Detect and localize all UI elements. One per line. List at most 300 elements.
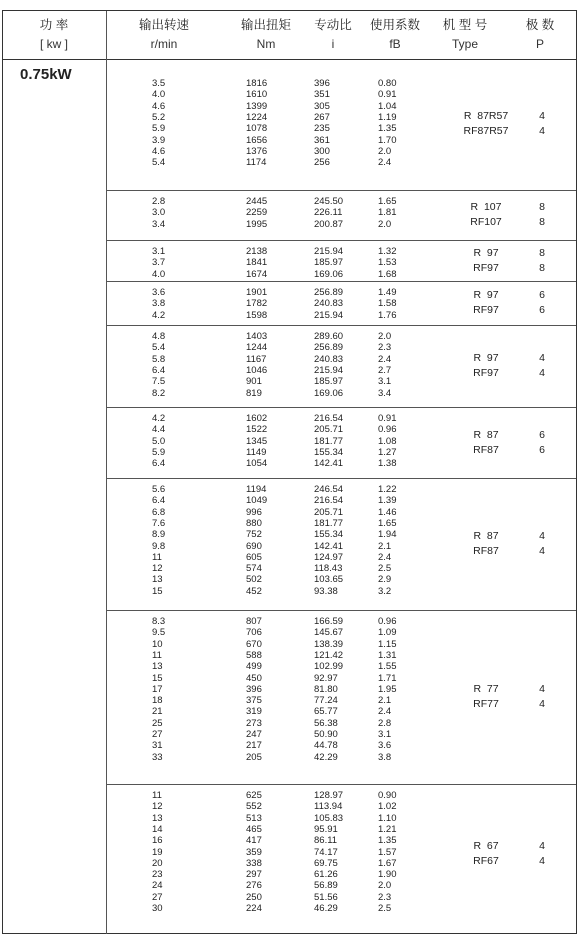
speed-cell: 4.8 <box>152 331 166 342</box>
service-factor-cell: 1.39 <box>378 495 397 507</box>
service-factor-cell: 1.15 <box>378 638 397 650</box>
table-row <box>106 661 576 673</box>
header-divider <box>106 11 107 59</box>
ratio-cell: 69.75 <box>314 857 338 869</box>
torque-cell: 1610 <box>246 89 268 101</box>
service-factor-cell: 1.22 <box>378 484 397 495</box>
speed-cell: 3.0 <box>152 207 166 219</box>
speed-cell: 11 <box>152 649 162 661</box>
group-separator <box>106 240 576 241</box>
torque-cell: 1598 <box>246 309 268 321</box>
header-ratio-label: 专动比 <box>314 18 352 32</box>
torque-cell: 2259 <box>246 207 268 219</box>
service-factor-cell: 2.4 <box>378 157 392 169</box>
header-power-label: 功 率 <box>39 18 69 32</box>
torque-cell: 1674 <box>246 268 268 280</box>
model-type-label: RF67 <box>473 854 499 867</box>
service-factor-cell: 1.95 <box>378 683 397 695</box>
poles-value: 4 <box>539 110 545 122</box>
service-factor-cell: 1.57 <box>378 846 397 858</box>
ratio-cell: 181.77 <box>314 517 344 529</box>
torque-cell: 224 <box>246 903 262 914</box>
speed-cell: 13 <box>152 812 163 824</box>
service-factor-cell: 3.8 <box>378 751 392 763</box>
speed-cell: 33 <box>152 751 163 763</box>
service-factor-cell: 1.46 <box>378 506 397 518</box>
speed-cell: 4.2 <box>152 309 166 321</box>
speed-cell: 5.8 <box>152 353 166 365</box>
service-factor-cell: 2.8 <box>378 717 392 729</box>
ratio-cell: 240.83 <box>314 353 344 365</box>
model-type-label: R 77 <box>473 683 499 695</box>
speed-cell: 7.5 <box>152 376 166 388</box>
torque-cell: 375 <box>246 695 262 707</box>
ratio-cell: 205.71 <box>314 424 344 436</box>
model-type-label: RF107 <box>470 216 502 228</box>
table-right-border <box>576 10 577 934</box>
speed-cell: 3.4 <box>152 218 166 230</box>
torque-cell: 588 <box>246 649 262 661</box>
service-factor-cell: 0.80 <box>378 78 397 89</box>
service-factor-cell: 1.94 <box>378 529 397 541</box>
poles-value: 4 <box>539 352 545 364</box>
torque-cell: 1078 <box>246 123 268 135</box>
ratio-cell: 256 <box>314 157 330 169</box>
ratio-cell: 185.97 <box>314 257 344 269</box>
service-factor-cell: 2.0 <box>378 880 392 892</box>
table-row <box>106 824 576 836</box>
table-row <box>106 903 576 915</box>
torque-cell: 513 <box>246 812 262 824</box>
ratio-cell: 93.38 <box>314 585 338 597</box>
torque-cell: 1399 <box>246 100 268 112</box>
service-factor-cell: 1.35 <box>378 123 397 135</box>
torque-cell: 450 <box>246 672 262 684</box>
header-type-label: 机 型 号 <box>442 18 488 32</box>
service-factor-cell: 1.09 <box>378 627 397 639</box>
speed-cell: 8.2 <box>152 387 166 399</box>
speed-cell: 4.0 <box>152 89 166 101</box>
speed-cell: 11 <box>152 790 162 801</box>
service-factor-cell: 1.27 <box>378 446 397 458</box>
ratio-cell: 118.43 <box>314 563 343 575</box>
table-row <box>106 801 576 813</box>
poles-value: 4 <box>539 854 545 867</box>
header-torque-unit: Nm <box>256 37 276 51</box>
service-factor-cell: 1.76 <box>378 309 397 321</box>
speed-cell: 21 <box>152 706 163 718</box>
header-type-unit: Type <box>451 37 478 51</box>
torque-cell: 1054 <box>246 458 268 470</box>
table-row <box>106 892 576 904</box>
speed-cell: 27 <box>152 729 163 740</box>
poles-value: 6 <box>539 443 545 456</box>
ratio-cell: 169.06 <box>314 268 344 280</box>
torque-cell: 465 <box>246 823 262 835</box>
torque-cell: 1995 <box>246 218 268 230</box>
ratio-cell: 81.80 <box>314 683 338 695</box>
ratio-cell: 105.83 <box>314 812 344 824</box>
speed-cell: 2.8 <box>152 196 166 207</box>
table-row <box>106 869 576 881</box>
poles-value: 4 <box>539 545 545 557</box>
speed-cell: 12 <box>152 563 163 575</box>
torque-cell: 2445 <box>246 196 268 207</box>
speed-cell: 30 <box>152 903 163 914</box>
header-poles-unit: P <box>535 37 544 51</box>
header-ratio-unit: i <box>331 37 335 51</box>
ratio-cell: 77.24 <box>314 695 338 707</box>
torque-cell: 1244 <box>246 342 268 354</box>
torque-cell: 690 <box>246 540 262 552</box>
header-type <box>420 16 510 54</box>
torque-cell: 250 <box>246 891 262 903</box>
speed-cell: 3.9 <box>152 134 166 146</box>
service-factor-cell: 2.9 <box>378 574 392 586</box>
torque-cell: 996 <box>246 506 262 518</box>
ratio-cell: 235 <box>314 123 330 135</box>
service-factor-cell: 1.08 <box>378 435 397 447</box>
speed-cell: 8.9 <box>152 529 166 541</box>
table-row <box>106 616 576 628</box>
header-speed-label: 输出转速 <box>138 18 189 32</box>
table-row <box>106 627 576 639</box>
service-factor-cell: 2.3 <box>378 891 392 903</box>
speed-cell: 3.6 <box>152 287 166 298</box>
poles-value: 4 <box>539 125 545 137</box>
service-factor-cell: 2.1 <box>378 540 392 552</box>
speed-cell: 23 <box>152 869 163 881</box>
service-factor-cell: 2.5 <box>378 563 392 575</box>
speed-cell: 4.0 <box>152 268 166 280</box>
torque-cell: 1841 <box>246 257 268 269</box>
torque-cell: 499 <box>246 661 262 673</box>
service-factor-cell: 2.5 <box>378 903 392 914</box>
speed-cell: 5.0 <box>152 435 166 447</box>
speed-cell: 18 <box>152 695 163 707</box>
table-row <box>106 813 576 825</box>
ratio-cell: 142.41 <box>314 540 344 552</box>
service-factor-cell: 1.90 <box>378 869 397 881</box>
service-factor-cell: 2.4 <box>378 551 392 563</box>
torque-cell: 1345 <box>246 435 268 447</box>
torque-cell: 502 <box>246 574 262 586</box>
torque-cell: 452 <box>246 585 262 597</box>
torque-cell: 901 <box>246 376 262 388</box>
speed-cell: 6.4 <box>152 364 166 376</box>
speed-cell: 3.8 <box>152 298 166 310</box>
ratio-cell: 56.89 <box>314 880 338 892</box>
poles-value: 8 <box>539 201 545 213</box>
poles-value: 6 <box>539 304 545 316</box>
model-type-label: RF87 <box>473 545 499 557</box>
speed-cell: 4.6 <box>152 100 166 112</box>
speed-cell: 3.1 <box>152 246 166 257</box>
ratio-cell: 267 <box>314 111 330 123</box>
ratio-cell: 142.41 <box>314 458 344 470</box>
torque-cell: 1046 <box>246 364 268 376</box>
table-row <box>106 89 576 101</box>
service-factor-cell: 1.68 <box>378 268 397 280</box>
ratio-cell: 215.94 <box>314 364 344 376</box>
header-power-unit: [ kw ] <box>39 37 68 51</box>
service-factor-cell: 2.7 <box>378 364 392 376</box>
torque-cell: 319 <box>246 706 262 718</box>
table-row <box>106 574 576 586</box>
ratio-cell: 305 <box>314 100 330 112</box>
ratio-cell: 246.54 <box>314 484 344 495</box>
model-type-label: R 97 <box>473 352 499 364</box>
torque-cell: 605 <box>246 551 262 563</box>
service-factor-cell: 2.4 <box>378 706 392 718</box>
ratio-cell: 92.97 <box>314 672 338 684</box>
ratio-cell: 50.90 <box>314 729 338 740</box>
ratio-cell: 121.42 <box>314 649 344 661</box>
header-poles-label: 极 数 <box>525 18 555 32</box>
torque-cell: 880 <box>246 517 262 529</box>
poles-value: 6 <box>539 289 545 301</box>
speed-cell: 20 <box>152 857 163 869</box>
power-value: 0.75kW <box>20 66 72 83</box>
service-factor-cell: 3.1 <box>378 729 392 740</box>
speed-cell: 3.7 <box>152 257 166 269</box>
service-factor-cell: 1.21 <box>378 823 397 835</box>
table-bottom-border <box>2 933 577 934</box>
table-row <box>106 718 576 730</box>
speed-cell: 15 <box>152 585 163 597</box>
service-factor-cell: 1.31 <box>378 649 397 661</box>
torque-cell: 1816 <box>246 78 268 89</box>
ratio-cell: 185.97 <box>314 376 344 388</box>
model-type-label: R 87R57 <box>463 110 509 122</box>
ratio-cell: 200.87 <box>314 218 344 230</box>
poles-value: 4 <box>539 683 545 695</box>
table-row <box>106 729 576 741</box>
table-row <box>106 413 576 425</box>
group-separator <box>106 190 576 191</box>
ratio-cell: 181.77 <box>314 435 344 447</box>
service-factor-cell: 2.0 <box>378 145 392 157</box>
torque-cell: 807 <box>246 616 262 627</box>
ratio-cell: 51.56 <box>314 891 338 903</box>
table-row <box>106 650 576 662</box>
model-type-label: RF97 <box>473 304 499 316</box>
service-factor-cell: 1.71 <box>378 672 397 684</box>
group-separator <box>106 407 576 408</box>
torque-cell: 670 <box>246 638 262 650</box>
speed-cell: 3.5 <box>152 78 166 89</box>
torque-cell: 359 <box>246 846 262 858</box>
table-row <box>106 752 576 764</box>
ratio-cell: 169.06 <box>314 387 344 399</box>
header-service-factor-label: 使用系数 <box>369 18 420 32</box>
service-factor-cell: 1.53 <box>378 257 397 269</box>
ratio-cell: 215.94 <box>314 246 344 257</box>
model-type-label: R 87 <box>473 530 499 542</box>
header-poles <box>510 16 570 54</box>
ratio-cell: 396 <box>314 78 330 89</box>
torque-cell: 552 <box>246 801 262 813</box>
ratio-cell: 289.60 <box>314 331 344 342</box>
torque-cell: 1167 <box>246 353 267 365</box>
torque-cell: 205 <box>246 751 262 763</box>
speed-cell: 6.4 <box>152 458 166 470</box>
service-factor-cell: 2.3 <box>378 342 392 354</box>
model-type-label: RF97 <box>473 367 499 379</box>
ratio-cell: 245.50 <box>314 196 344 207</box>
ratio-cell: 166.59 <box>314 616 344 627</box>
ratio-cell: 138.39 <box>314 638 344 650</box>
model-type-label: RF97 <box>473 261 499 274</box>
service-factor-cell: 0.90 <box>378 790 397 801</box>
table-header <box>2 10 576 60</box>
torque-cell: 1782 <box>246 298 268 310</box>
speed-cell: 5.9 <box>152 123 166 135</box>
speed-cell: 4.6 <box>152 145 166 157</box>
model-type-label: R 87 <box>473 428 499 441</box>
header-service-factor-unit: fB <box>389 37 401 51</box>
service-factor-cell: 1.65 <box>378 196 397 207</box>
torque-cell: 217 <box>246 740 262 752</box>
speed-cell: 5.2 <box>152 111 166 123</box>
torque-cell: 2138 <box>246 246 268 257</box>
speed-cell: 17 <box>152 683 163 695</box>
torque-cell: 1224 <box>246 111 268 123</box>
ratio-cell: 155.34 <box>314 446 344 458</box>
ratio-cell: 256.89 <box>314 287 344 298</box>
service-factor-cell: 1.02 <box>378 801 397 813</box>
speed-cell: 16 <box>152 835 163 847</box>
service-factor-cell: 1.58 <box>378 298 397 310</box>
poles-value: 8 <box>539 261 545 274</box>
poles-value: 4 <box>539 839 545 852</box>
speed-cell: 31 <box>152 740 163 752</box>
ratio-cell: 44.78 <box>314 740 338 752</box>
group-separator <box>106 478 576 479</box>
torque-cell: 338 <box>246 857 262 869</box>
service-factor-cell: 3.1 <box>378 376 392 388</box>
ratio-cell: 42.29 <box>314 751 338 763</box>
speed-cell: 15 <box>152 672 163 684</box>
table-row <box>106 157 576 169</box>
service-factor-cell: 2.1 <box>378 695 392 707</box>
table-row <box>106 146 576 158</box>
torque-cell: 706 <box>246 627 262 639</box>
model-type-label: RF77 <box>473 698 499 710</box>
group-separator <box>106 784 576 785</box>
table-row <box>106 586 576 598</box>
service-factor-cell: 1.49 <box>378 287 397 298</box>
torque-cell: 1149 <box>246 446 267 458</box>
torque-cell: 1901 <box>246 287 268 298</box>
speed-cell: 27 <box>152 891 163 903</box>
speed-cell: 19 <box>152 846 163 858</box>
table-row <box>106 880 576 892</box>
service-factor-cell: 0.96 <box>378 616 397 627</box>
speed-cell: 5.6 <box>152 484 166 495</box>
table-row <box>106 388 576 400</box>
ratio-cell: 65.77 <box>314 706 338 718</box>
ratio-cell: 56.38 <box>314 717 338 729</box>
torque-cell: 1174 <box>246 157 267 169</box>
ratio-cell: 46.29 <box>314 903 338 914</box>
service-factor-cell: 2.4 <box>378 353 392 365</box>
speed-cell: 8.3 <box>152 616 166 627</box>
torque-cell: 625 <box>246 790 262 801</box>
group-separator <box>106 281 576 282</box>
ratio-cell: 95.91 <box>314 823 338 835</box>
torque-cell: 1376 <box>246 145 268 157</box>
header-speed <box>114 16 214 54</box>
gear-motor-table <box>2 10 580 934</box>
table-left-border <box>2 10 3 934</box>
torque-cell: 1194 <box>246 484 267 495</box>
table-row <box>106 495 576 507</box>
service-factor-cell: 2.0 <box>378 331 392 342</box>
poles-value: 8 <box>539 246 545 259</box>
model-type-label: RF87R57 <box>463 125 509 137</box>
table-row <box>106 78 576 90</box>
ratio-cell: 124.97 <box>314 551 344 563</box>
speed-cell: 5.4 <box>152 157 166 169</box>
service-factor-cell: 0.91 <box>378 413 397 424</box>
service-factor-cell: 1.81 <box>378 207 397 219</box>
ratio-cell: 226.11 <box>314 207 343 219</box>
ratio-cell: 61.26 <box>314 869 338 881</box>
speed-cell: 9.8 <box>152 540 166 552</box>
ratio-cell: 102.99 <box>314 661 344 673</box>
speed-cell: 6.8 <box>152 506 166 518</box>
speed-cell: 6.4 <box>152 495 166 507</box>
model-type-label: R 67 <box>473 839 499 852</box>
speed-cell: 13 <box>152 574 163 586</box>
torque-cell: 247 <box>246 729 262 740</box>
torque-cell: 276 <box>246 880 262 892</box>
group-separator <box>106 610 576 611</box>
poles-value: 6 <box>539 428 545 441</box>
header-ratio <box>298 16 368 54</box>
ratio-cell: 145.67 <box>314 627 344 639</box>
ratio-cell: 361 <box>314 134 330 146</box>
speed-cell: 11 <box>152 551 162 563</box>
service-factor-cell: 1.55 <box>378 661 397 673</box>
service-factor-cell: 3.2 <box>378 585 392 597</box>
ratio-cell: 113.94 <box>314 801 343 813</box>
poles-value: 4 <box>539 530 545 542</box>
ratio-cell: 351 <box>314 89 330 101</box>
ratio-cell: 215.94 <box>314 309 344 321</box>
torque-cell: 752 <box>246 529 262 541</box>
service-factor-cell: 1.65 <box>378 517 397 529</box>
speed-cell: 12 <box>152 801 163 813</box>
speed-cell: 10 <box>152 638 163 650</box>
torque-cell: 819 <box>246 387 262 399</box>
speed-cell: 24 <box>152 880 163 892</box>
ratio-cell: 86.11 <box>314 835 338 847</box>
speed-cell: 13 <box>152 661 163 673</box>
torque-cell: 574 <box>246 563 262 575</box>
ratio-cell: 205.71 <box>314 506 344 518</box>
ratio-cell: 155.34 <box>314 529 344 541</box>
table-row <box>106 507 576 519</box>
service-factor-cell: 1.04 <box>378 100 397 112</box>
torque-cell: 1049 <box>246 495 268 507</box>
torque-cell: 297 <box>246 869 262 881</box>
torque-cell: 1522 <box>246 424 268 436</box>
ratio-cell: 256.89 <box>314 342 344 354</box>
torque-cell: 1656 <box>246 134 268 146</box>
table-row <box>106 331 576 343</box>
